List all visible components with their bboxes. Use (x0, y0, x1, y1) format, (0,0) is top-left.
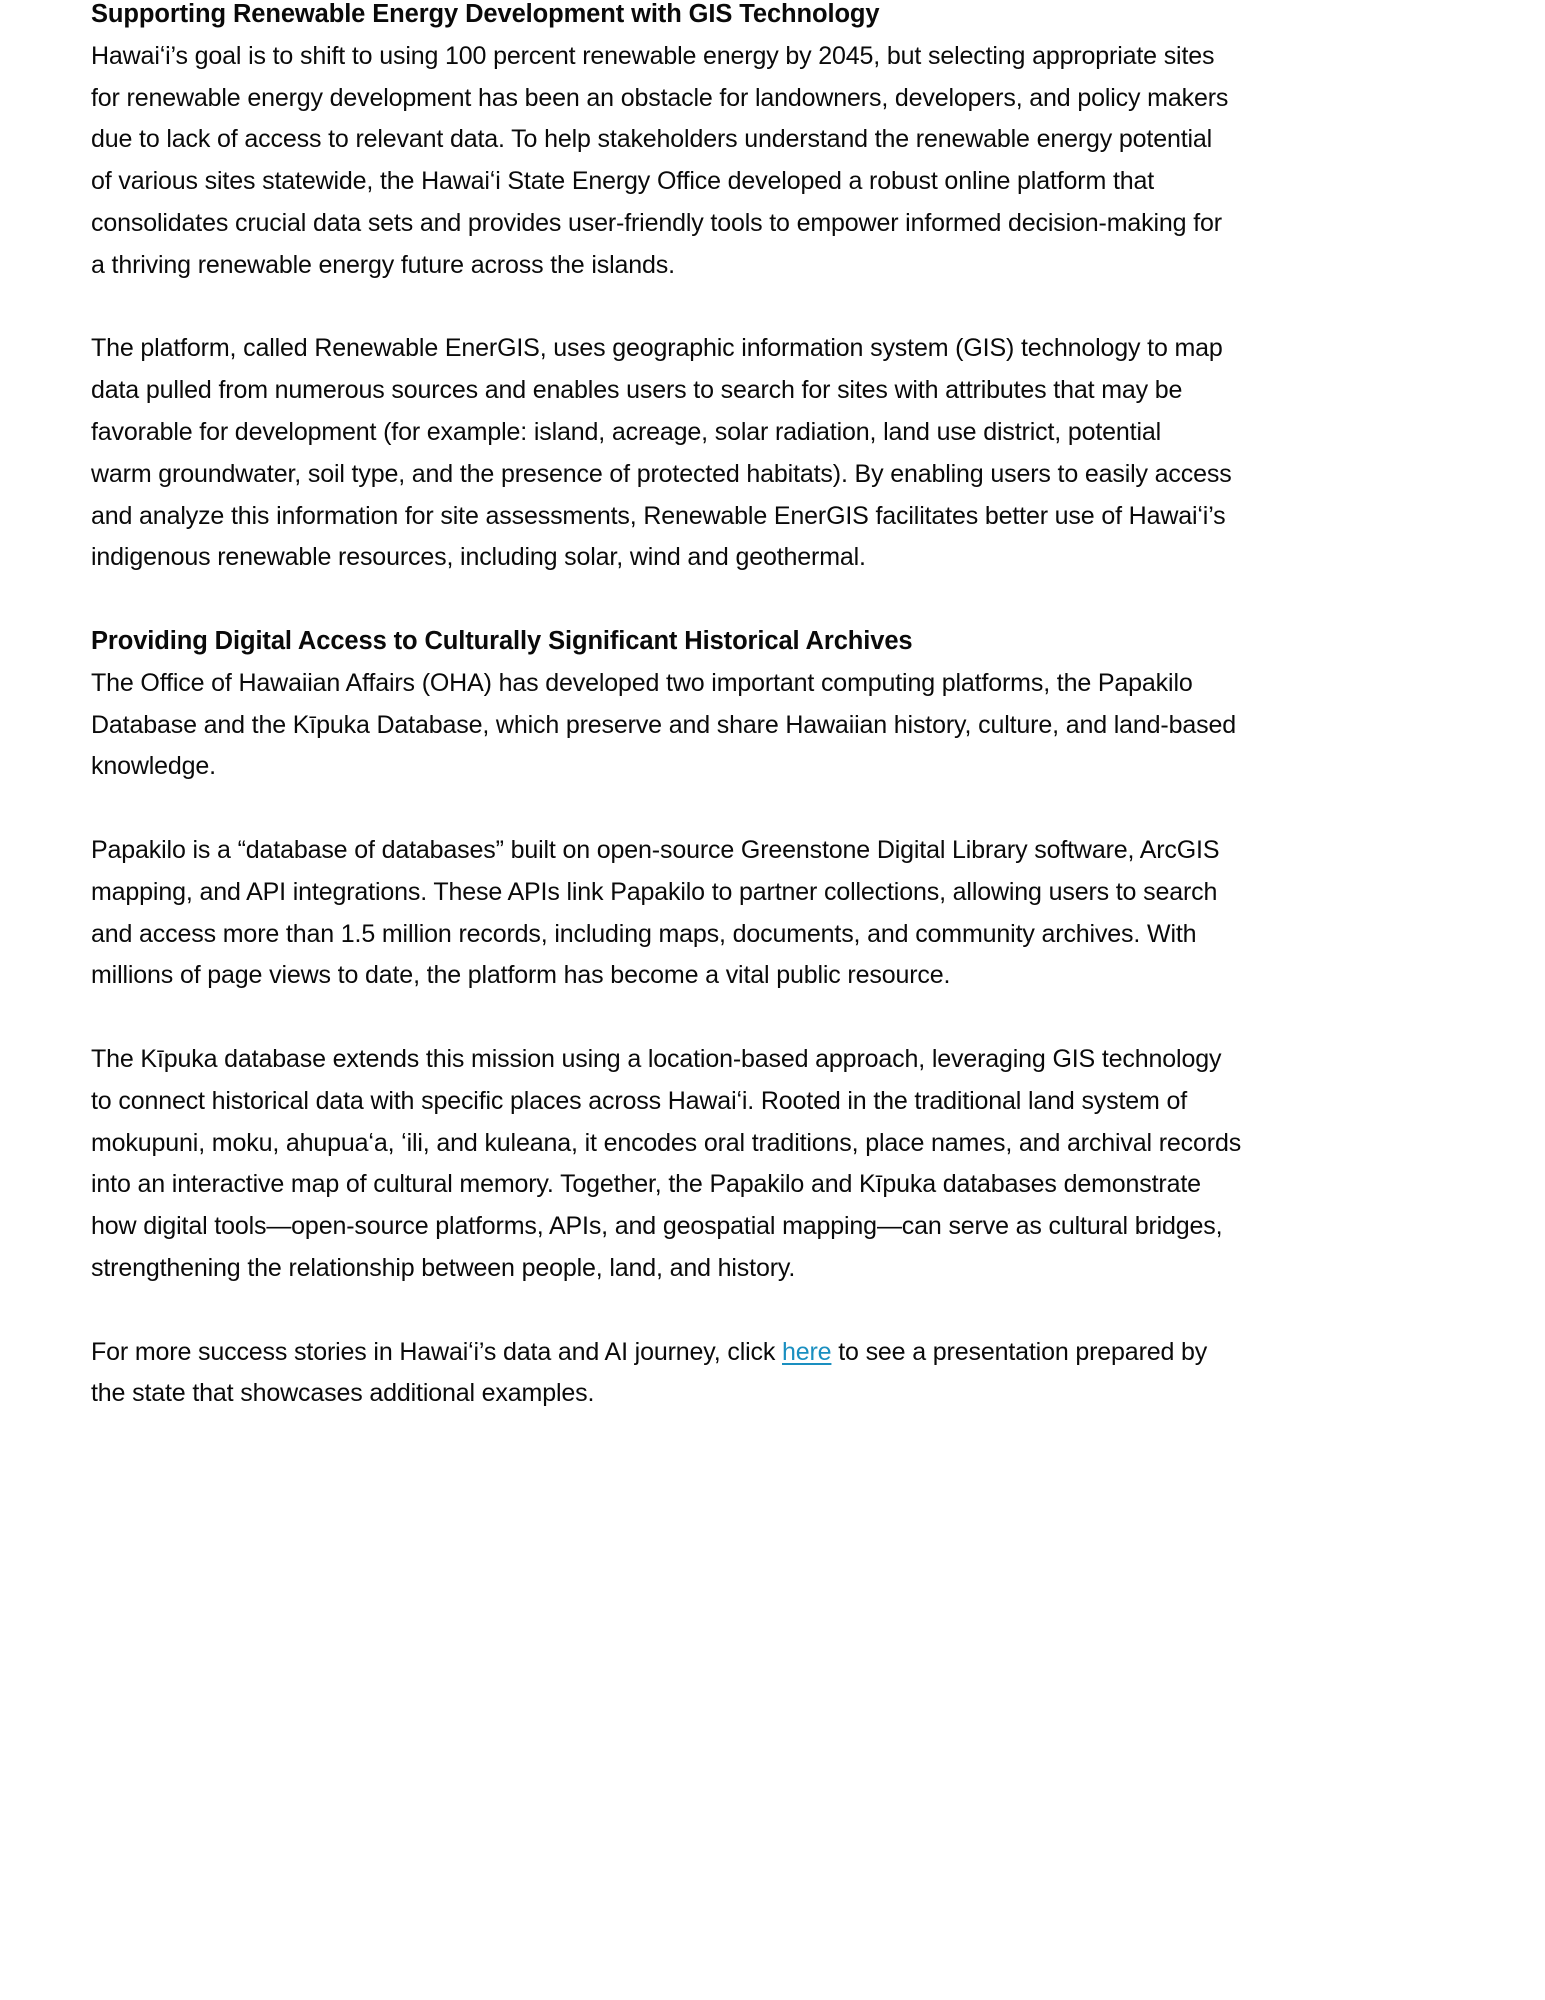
section-heading-historical-archives (91, 621, 1511, 663)
text-line: mapping, and API integrations. These APIs link Papakilo to partner collections, allowing users to search (91, 877, 1218, 906)
text-line: a thriving renewable energy future across the islands. (91, 250, 675, 279)
text-line: warm groundwater, soil type, and the presence of protected habitats). By enabling users to easily access (91, 459, 1232, 488)
paragraph-spacer (91, 287, 1511, 329)
paragraph-kipuka (91, 1039, 1511, 1290)
heading-text: Supporting Renewable Energy Development with GIS Technology (91, 0, 880, 28)
text-line: Papakilo is a “database of databases” built on open-source Greenstone Digital Library software, ArcGIS (91, 835, 1220, 864)
text-line: the state that showcases additional examples. (91, 1379, 595, 1408)
text-line: strengthening the relationship between people, land, and history. (91, 1253, 796, 1282)
text-line: consolidates crucial data sets and provides user-friendly tools to empower informed decision-making for (91, 208, 1222, 237)
text-line: The platform, called Renewable EnerGIS, uses geographic information system (GIS) technology to map (91, 334, 1223, 363)
text-line: of various sites statewide, the Hawaiʻi State Energy Office developed a robust online platform that (91, 167, 1155, 196)
heading-text: Providing Digital Access to Culturally Significant Historical Archives (91, 626, 913, 655)
closing-text-before-link: For more success stories in Hawaiʻi’s data and AI journey, click (91, 1337, 782, 1366)
paragraph-spacer (91, 579, 1511, 621)
paragraph-spacer (91, 997, 1511, 1039)
paragraph-oha-platforms (91, 663, 1511, 788)
presentation-link[interactable]: here (782, 1337, 832, 1366)
text-line-with-link (91, 1332, 1511, 1374)
text-line: The Kīpuka database extends this mission using a location-based approach, leveraging GIS technology (91, 1044, 1222, 1073)
text-line: knowledge. (91, 752, 216, 781)
text-line: indigenous renewable resources, including solar, wind and geothermal. (91, 543, 866, 572)
text-line: and access more than 1.5 million records, including maps, documents, and community archives. With (91, 919, 1197, 948)
paragraph-renewable-goal (91, 36, 1511, 287)
text-line: Hawaiʻi’s goal is to shift to using 100 percent renewable energy by 2045, but selecting appropriate sites (91, 41, 1215, 70)
text-line: The Office of Hawaiian Affairs (OHA) has developed two important computing platforms, the Papakilo (91, 668, 1193, 697)
section-heading-renewable-energy (91, 0, 1511, 36)
text-line: into an interactive map of cultural memory. Together, the Papakilo and Kīpuka databases demonstrate (91, 1170, 1201, 1199)
text-line: for renewable energy development has been an obstacle for landowners, developers, and policy makers (91, 83, 1229, 112)
paragraph-papakilo (91, 830, 1511, 997)
text-line: how digital tools—open-source platforms, APIs, and geospatial mapping—can serve as cultural bridges, (91, 1212, 1223, 1241)
paragraph-spacer (91, 788, 1511, 830)
paragraph-spacer (91, 1290, 1511, 1332)
text-line: data pulled from numerous sources and enables users to search for sites with attributes that may be (91, 376, 1183, 405)
text-line: favorable for development (for example: island, acreage, solar radiation, land use district, potential (91, 417, 1162, 446)
paragraph-more-stories (91, 1332, 1511, 1416)
text-line: millions of page views to date, the platform has become a vital public resource. (91, 961, 951, 990)
text-line: Database and the Kīpuka Database, which preserve and share Hawaiian history, culture, and land-based (91, 710, 1236, 739)
text-line: due to lack of access to relevant data. To help stakeholders understand the renewable energy potential (91, 125, 1213, 154)
paragraph-energis-platform (91, 328, 1511, 579)
closing-text-after-link: to see a presentation prepared by (831, 1337, 1208, 1366)
text-line: to connect historical data with specific places across Hawaiʻi. Rooted in the traditional land system of (91, 1086, 1188, 1115)
document-page (91, 0, 1511, 1415)
text-line: and analyze this information for site assessments, Renewable EnerGIS facilitates better use of Hawaiʻi’s (91, 501, 1226, 530)
text-line: mokupuni, moku, ahupuaʻa, ʻili, and kuleana, it encodes oral traditions, place names, and archival records (91, 1128, 1242, 1157)
